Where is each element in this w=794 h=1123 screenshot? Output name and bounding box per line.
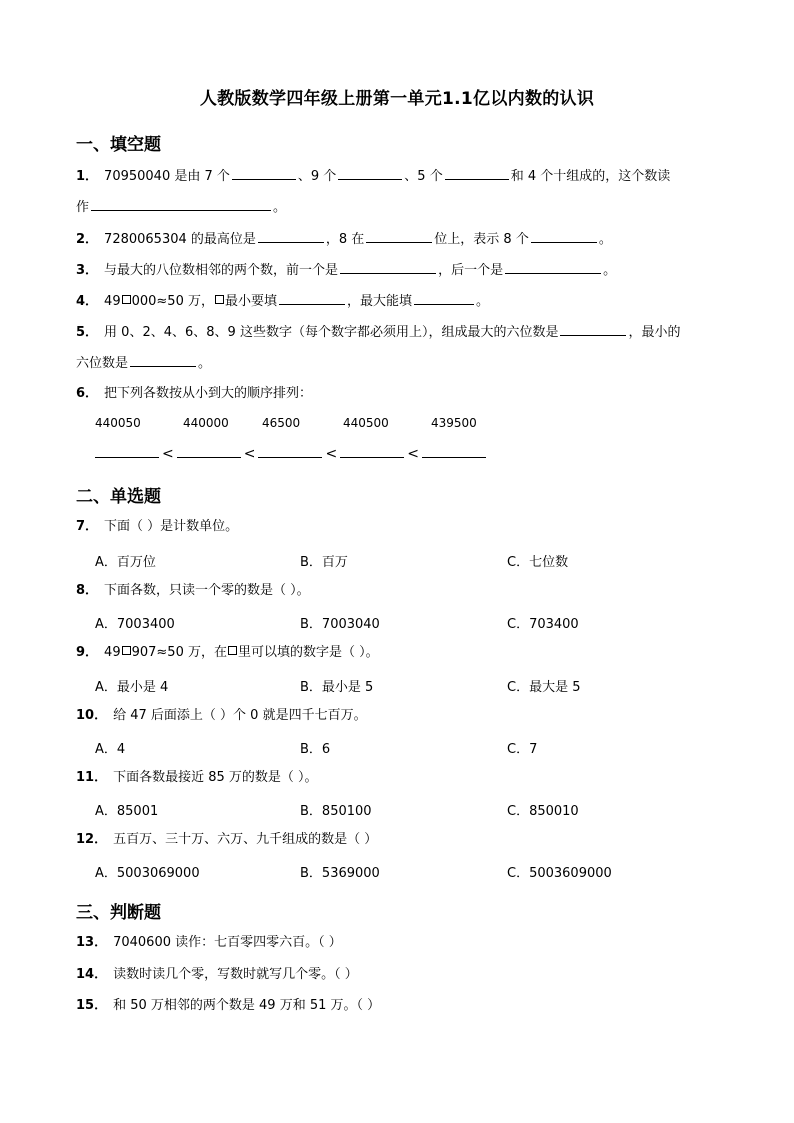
option-c[interactable]: C．703400 <box>507 617 579 632</box>
section-heading-choice: 二、单选题 <box>76 487 161 507</box>
answer-blank[interactable] <box>338 166 402 180</box>
answer-blank[interactable] <box>422 444 486 458</box>
question-7: 7． 下面（ ）是计数单位。 <box>76 519 239 534</box>
question-12: 12． 五百万、三十万、六万、九千组成的数是（ ） <box>76 832 378 847</box>
question-number: 5． <box>76 325 99 340</box>
number-item: 46500 <box>262 416 301 430</box>
question-1: 1． 70950040 是由 7 个 、9 个 、5 个 和 4 个十组成的，这个数读 <box>76 166 670 186</box>
ordering-line <box>95 444 486 462</box>
answer-blank[interactable] <box>505 260 601 274</box>
question-8: 8． 下面各数，只读一个零的数是（ ）。 <box>76 583 310 598</box>
answer-blank[interactable] <box>177 444 241 458</box>
square-box-icon <box>215 295 224 304</box>
question-number: 10． <box>76 708 108 723</box>
answer-blank[interactable] <box>445 166 509 180</box>
option-b[interactable]: B．850100 <box>300 804 372 819</box>
answer-blank[interactable] <box>130 353 196 367</box>
option-b[interactable]: B．6 <box>300 742 331 757</box>
question-number: 1． <box>76 169 99 184</box>
answer-blank[interactable] <box>560 322 626 336</box>
question-number: 14． <box>76 967 108 982</box>
question-number: 13． <box>76 935 108 950</box>
question-number: 3． <box>76 263 99 278</box>
answer-blank[interactable] <box>258 229 324 243</box>
option-a[interactable]: A．最小是 4 <box>95 680 169 695</box>
option-c[interactable]: C．850010 <box>507 804 579 819</box>
square-box-icon <box>228 646 237 655</box>
option-c[interactable]: C．7 <box>507 742 538 757</box>
question-number: 4． <box>76 294 99 309</box>
question-number: 8． <box>76 583 99 598</box>
question-number: 9． <box>76 645 99 660</box>
question-1-cont: 作 。 <box>76 197 286 217</box>
option-c[interactable]: C．5003609000 <box>507 866 612 881</box>
answer-blank[interactable] <box>232 166 296 180</box>
option-a[interactable]: A．百万位 <box>95 555 156 570</box>
question-2: 2． 7280065304 的最高位是 ，8 在 位上，表示 8 个 。 <box>76 229 612 249</box>
question-9: 9． 49 907≈50 万，在 里可以填的数字是（ ）。 <box>76 645 379 660</box>
question-number: 11． <box>76 770 108 785</box>
square-box-icon <box>122 646 131 655</box>
number-item: 440500 <box>343 416 389 430</box>
option-b[interactable]: B．7003040 <box>300 617 380 632</box>
question-4: 4． 49 000≈50 万， 最小要填 ，最大能填 。 <box>76 291 489 311</box>
answer-blank[interactable] <box>340 260 436 274</box>
question-10: 10． 给 47 后面添上（ ）个 0 就是四千七百万。 <box>76 708 367 723</box>
question-5: 5． 用 0、2、4、6、8、9 这些数字（每个数字都必须用上），组成最大的六位数是 ，最小的 <box>76 322 680 342</box>
question-5-cont: 六位数是 。 <box>76 353 211 373</box>
square-box-icon <box>122 295 131 304</box>
answer-blank[interactable] <box>95 444 159 458</box>
answer-blank[interactable] <box>279 291 345 305</box>
answer-blank[interactable] <box>340 444 404 458</box>
answer-blank[interactable] <box>91 197 271 211</box>
question-number: 12． <box>76 832 108 847</box>
question-6: 6． 把下列各数按从小到大的顺序排列： <box>76 386 313 401</box>
section-heading-fill: 一、填空题 <box>76 135 161 155</box>
less-than-sign: < <box>243 446 256 462</box>
option-a[interactable]: A．4 <box>95 742 126 757</box>
section-heading-judge: 三、判断题 <box>76 903 161 923</box>
less-than-sign: < <box>162 446 174 462</box>
number-item: 440000 <box>183 416 229 430</box>
option-c[interactable]: C．最大是 5 <box>507 680 581 695</box>
answer-blank[interactable] <box>258 444 322 458</box>
question-number: 15． <box>76 998 108 1013</box>
question-3: 3． 与最大的八位数相邻的两个数，前一个是 ，后一个是 。 <box>76 260 616 280</box>
option-a[interactable]: A．85001 <box>95 804 159 819</box>
answer-blank[interactable] <box>414 291 474 305</box>
option-b[interactable]: B．最小是 5 <box>300 680 374 695</box>
question-number: 7． <box>76 519 99 534</box>
page-title: 人教版数学四年级上册第一单元1.1亿以内数的认识 <box>199 89 595 109</box>
option-b[interactable]: B．百万 <box>300 555 348 570</box>
answer-blank[interactable] <box>531 229 597 243</box>
number-item: 439500 <box>431 416 477 430</box>
question-14: 14． 读数时读几个零，写数时就写几个零。（ ） <box>76 967 358 982</box>
answer-blank[interactable] <box>366 229 432 243</box>
option-b[interactable]: B．5369000 <box>300 866 380 881</box>
option-a[interactable]: A．7003400 <box>95 617 175 632</box>
option-c[interactable]: C．七位数 <box>507 555 569 570</box>
question-11: 11． 下面各数最接近 85 万的数是（ ）。 <box>76 770 318 785</box>
question-number: 2． <box>76 232 99 247</box>
question-15: 15． 和 50 万相邻的两个数是 49 万和 51 万。（ ） <box>76 998 381 1013</box>
option-a[interactable]: A．5003069000 <box>95 866 200 881</box>
question-number: 6． <box>76 386 99 401</box>
question-13: 13． 7040600 读作：七百零四零六百。（ ） <box>76 935 342 950</box>
number-item: 440050 <box>95 416 141 430</box>
less-than-sign: < <box>407 446 419 462</box>
less-than-sign: < <box>325 446 338 462</box>
